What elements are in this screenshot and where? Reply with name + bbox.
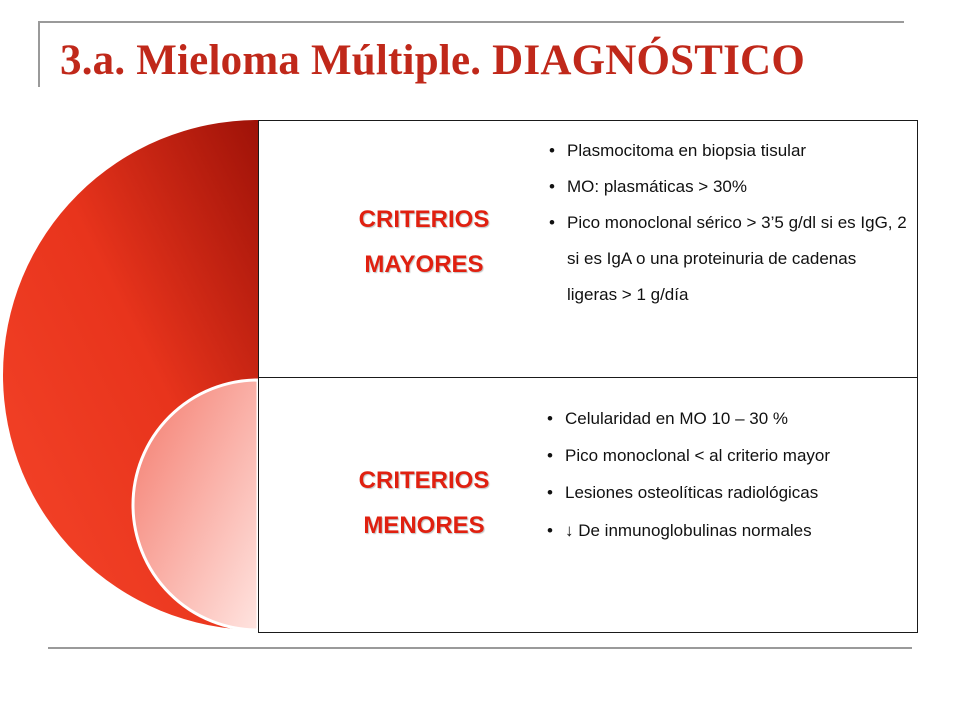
major-heading-line2: MAYORES [364, 251, 484, 278]
list-item: • Pico monoclonal sérico > 3’5 g/dl si es IgG, 2 si es IgA o una proteinuria de cadenas ligeras > 1 g/día [549, 205, 909, 313]
minor-criteria-heading [329, 458, 519, 548]
minor-heading-line2: MENORES [363, 512, 485, 539]
list-item: • Pico monoclonal < al criterio mayor [547, 438, 897, 474]
list-item: • Plasmocitoma en biopsia tisular [549, 133, 909, 169]
list-item: • Celularidad en MO 10 – 30 % [547, 400, 897, 438]
list-item: • Lesiones osteolíticas radiológicas [547, 474, 897, 512]
minor-heading-line1: CRITERIOS [358, 467, 490, 494]
major-criteria-heading [329, 197, 519, 287]
list-item: • ↓ De inmunoglobulinas normales [547, 512, 897, 550]
major-heading-line1: CRITERIOS [358, 206, 490, 233]
minor-criteria-panel [258, 377, 918, 633]
slide-title: 3.a. Mieloma Múltiple. DIAGNÓSTICO [60, 37, 805, 84]
major-criteria-panel [258, 120, 918, 378]
list-item: • MO: plasmáticas > 30% [549, 169, 909, 205]
bottom-rule [48, 647, 912, 649]
minor-criteria-list [547, 400, 897, 550]
major-criteria-list [549, 133, 909, 313]
